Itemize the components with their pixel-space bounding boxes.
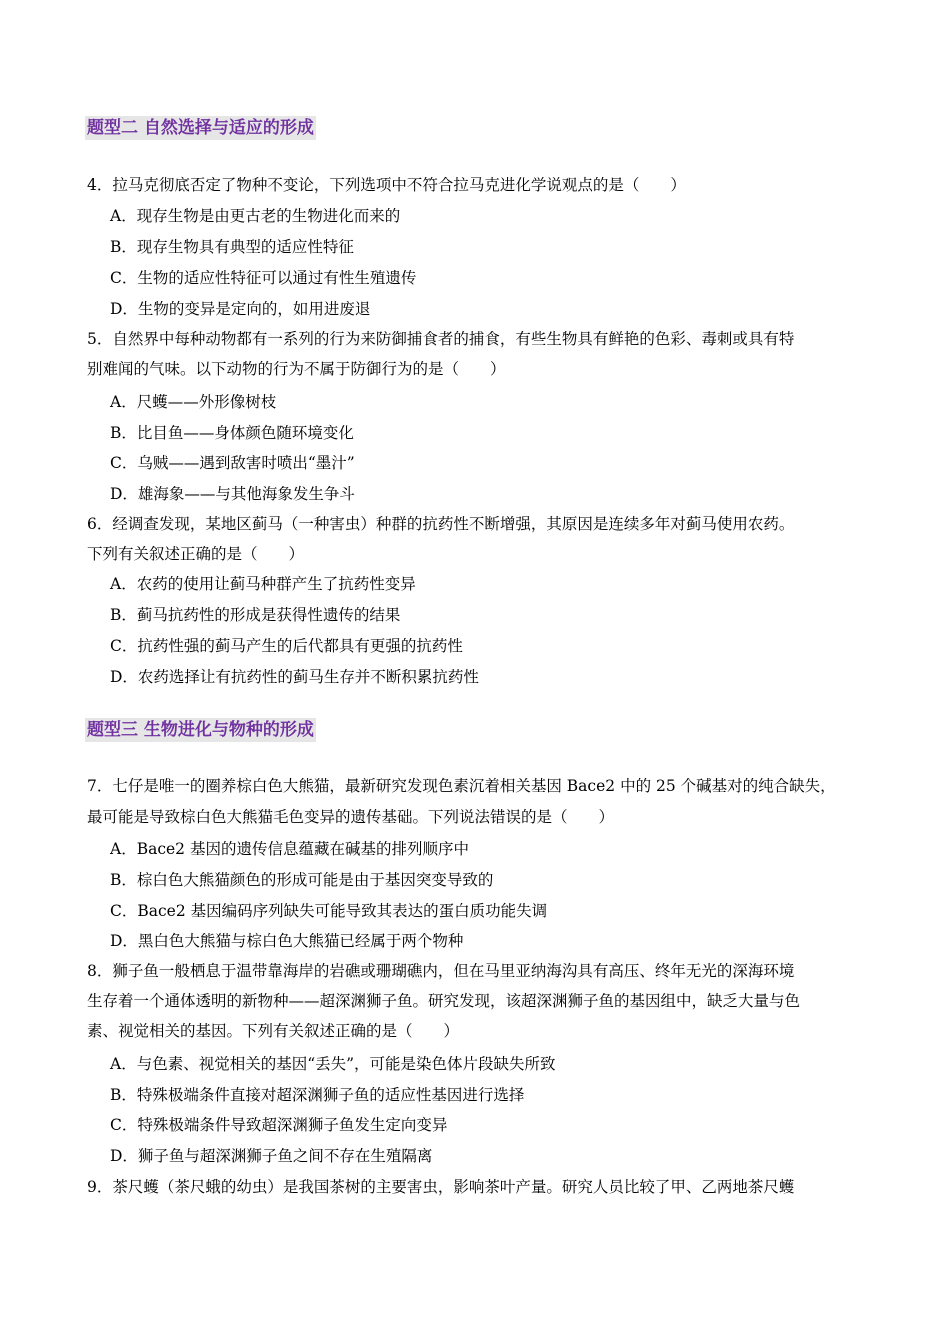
option-line: C．Bace2 基因编码序列缺失可能导致其表达的蛋白质功能失调	[110, 902, 548, 920]
option-line: A．尺蠖——外形像树枝	[110, 393, 277, 411]
option-line: C．生物的适应性特征可以通过有性生殖遗传	[110, 269, 417, 287]
option-line: C．特殊极端条件导致超深渊狮子鱼发生定向变异	[110, 1116, 448, 1134]
section-heading: 题型二 自然选择与适应的形成	[87, 118, 314, 138]
option-line: D．农药选择让有抗药性的蓟马生存并不断积累抗药性	[110, 668, 479, 686]
section-heading: 题型三 生物进化与物种的形成	[87, 720, 314, 740]
option-line: B．比目鱼——身体颜色随环境变化	[110, 424, 354, 442]
option-line: A．与色素、视觉相关的基因“丢失”，可能是染色体片段缺失所致	[110, 1055, 556, 1073]
question-line: 下列有关叙述正确的是（ ）	[87, 545, 305, 563]
option-line: D．狮子鱼与超深渊狮子鱼之间不存在生殖隔离	[110, 1147, 433, 1165]
question-line: 最可能是导致棕白色大熊猫毛色变异的遗传基础。下列说法错误的是（ ）	[87, 808, 615, 826]
option-line: A．Bace2 基因的遗传信息蕴藏在碱基的排列顺序中	[110, 840, 469, 858]
question-line: 8．狮子鱼一般栖息于温带靠海岸的岩礁或珊瑚礁内，但在马里亚纳海沟具有高压、终年无光的深海环境	[87, 962, 795, 980]
option-line: B．蓟马抗药性的形成是获得性遗传的结果	[110, 606, 401, 624]
question-line: 4．拉马克彻底否定了物种不变论，下列选项中不符合拉马克进化学说观点的是（ ）	[87, 176, 686, 194]
question-line: 5．自然界中每种动物都有一系列的行为来防御捕食者的捕食，有些生物具有鲜艳的色彩、毒刺或具有特	[87, 330, 795, 348]
option-line: B．棕白色大熊猫颜色的形成可能是由于基因突变导致的	[110, 871, 494, 889]
option-line: A．现存生物是由更古老的生物进化而来的	[110, 207, 401, 225]
option-line: D．黑白色大熊猫与棕白色大熊猫已经属于两个物种	[110, 932, 464, 950]
question-line: 生存着一个通体透明的新物种——超深渊狮子鱼。研究发现，该超深渊狮子鱼的基因组中，缺乏大量与色	[87, 992, 801, 1010]
option-line: C．乌贼——遇到敌害时喷出“墨汁”	[110, 454, 355, 472]
question-line: 7．七仔是唯一的圈养棕白色大熊猫，最新研究发现色素沉着相关基因 Bace2 中的 25 个碱基对的纯合缺失，	[87, 777, 836, 795]
question-line: 素、视觉相关的基因。下列有关叙述正确的是（ ）	[87, 1022, 460, 1040]
question-line: 别难闻的气味。以下动物的行为不属于防御行为的是（ ）	[87, 360, 506, 378]
question-line: 9．茶尺蠖（茶尺蛾的幼虫）是我国茶树的主要害虫，影响茶叶产量。研究人员比较了甲、乙两地茶尺蠖	[87, 1178, 795, 1196]
question-line: 6．经调查发现，某地区蓟马（一种害虫）种群的抗药性不断增强，其原因是连续多年对蓟马使用农药。	[87, 515, 795, 533]
option-line: A．农药的使用让蓟马种群产生了抗药性变异	[110, 575, 416, 593]
option-line: B．现存生物具有典型的适应性特征	[110, 238, 354, 256]
option-line: D．生物的变异是定向的，如用进废退	[110, 300, 371, 318]
option-line: B．特殊极端条件直接对超深渊狮子鱼的适应性基因进行选择	[110, 1086, 525, 1104]
option-line: D．雄海象——与其他海象发生争斗	[110, 485, 355, 503]
option-line: C．抗药性强的蓟马产生的后代都具有更强的抗药性	[110, 637, 463, 655]
